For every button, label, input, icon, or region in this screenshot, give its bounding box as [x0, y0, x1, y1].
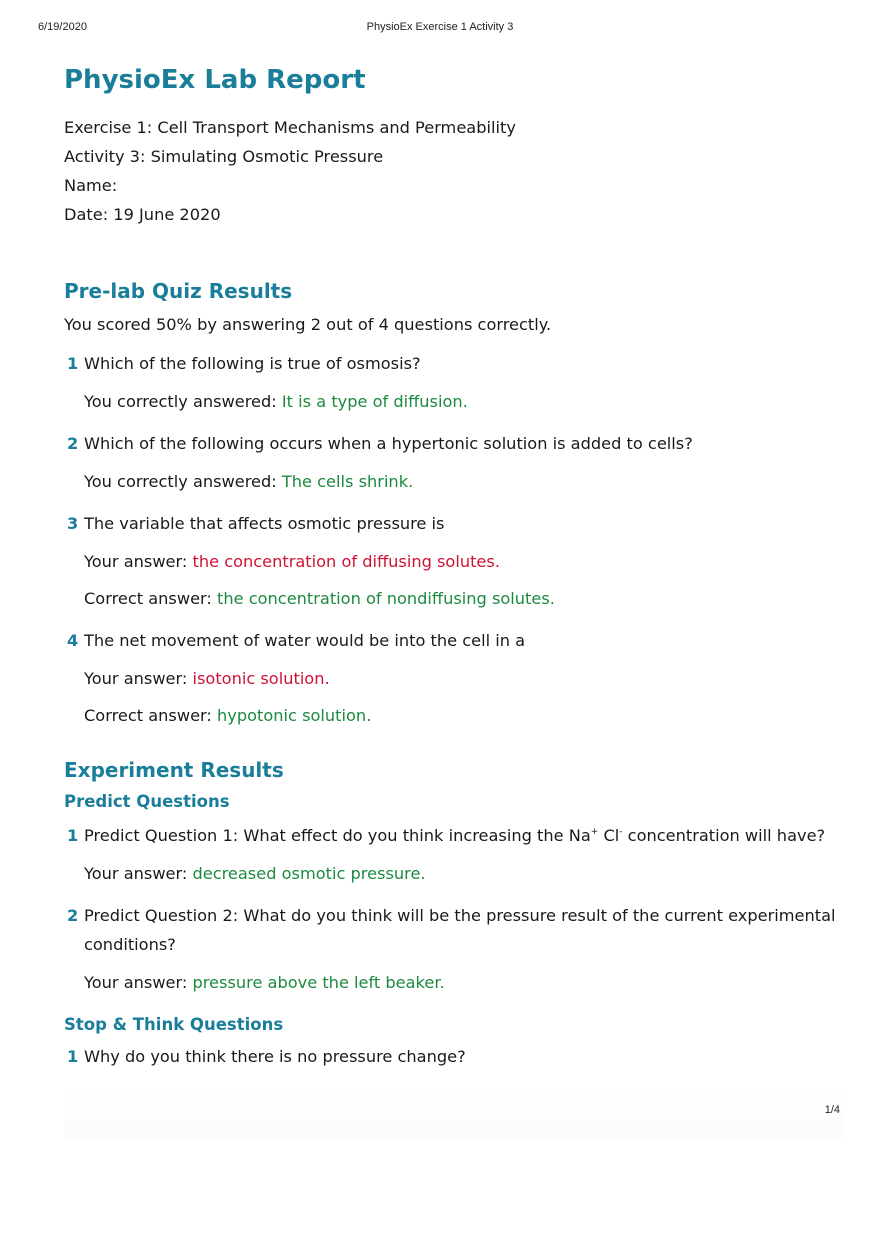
print-title: PhysioEx Exercise 1 Activity 3 [366, 21, 514, 33]
report-meta [64, 113, 844, 229]
correct-answer-text: the concentration of nondiffusing solutes. [217, 589, 555, 608]
answer-label: Your answer: [84, 973, 193, 992]
question-text: Which of the following occurs when a hypertonic solution is added to cells? [84, 434, 693, 453]
question-text: Why do you think there is no pressure change? [84, 1047, 466, 1066]
report-title: PhysioEx Lab Report [64, 65, 366, 95]
correct-answer-text: hypotonic solution. [217, 706, 372, 725]
correct-answer-text: It is a type of diffusion. [281, 392, 468, 411]
question-text: The variable that affects osmotic pressure is [84, 514, 445, 533]
page-bottom-shade [64, 1088, 844, 1138]
experiment-heading: Experiment Results [64, 758, 284, 782]
prelab-question [64, 349, 844, 416]
answer-label: Correct answer: [84, 706, 218, 725]
print-date: 6/19/2020 [38, 21, 87, 33]
superscript-minus: - [619, 827, 623, 837]
answer-line [84, 387, 844, 416]
prelab-question [64, 509, 844, 613]
answer-line [84, 859, 844, 888]
question-text: Which of the following is true of osmosis? [84, 354, 421, 373]
exercise-line: Exercise 1: Cell Transport Mechanisms and Permeability [64, 118, 516, 137]
question-text: Predict Question 1: What effect do you think increasing the Na+ Cl- concentration will have? [84, 826, 826, 845]
quiz-score: You scored 50% by answering 2 out of 4 questions correctly. [64, 315, 552, 334]
answer-label: Your answer: [84, 552, 193, 571]
wrong-answer-text: the concentration of diffusing solutes. [192, 552, 500, 571]
question-text: The net movement of water would be into the cell in a [84, 631, 526, 650]
question-number: 3 [67, 514, 79, 533]
predict-question-list [64, 821, 844, 997]
experiment-section [64, 755, 844, 1071]
correct-answer-line [84, 584, 844, 613]
predict-question [64, 901, 844, 997]
question-number: 2 [67, 434, 79, 453]
question-text: Predict Question 2: What do you think will be the pressure result of the current experimental conditions? [84, 906, 836, 954]
correct-answer-line [84, 701, 844, 730]
print-header [0, 0, 880, 40]
question-number: 4 [67, 631, 79, 650]
prelab-question [64, 626, 844, 730]
correct-answer-text: pressure above the left beaker. [192, 973, 445, 992]
superscript-plus: + [590, 827, 599, 837]
correct-answer-text: The cells shrink. [281, 472, 414, 491]
predict-question [64, 821, 844, 888]
correct-answer-text: decreased osmotic pressure. [192, 864, 426, 883]
prelab-heading: Pre-lab Quiz Results [64, 279, 293, 303]
stop-think-heading: Stop & Think Questions [64, 1015, 284, 1034]
answer-line [84, 467, 844, 496]
question-number: 1 [67, 826, 79, 845]
answer-label: Correct answer: [84, 589, 218, 608]
name-line: Name: [64, 176, 118, 195]
report-content [64, 60, 844, 1071]
prelab-section [64, 276, 844, 730]
prelab-question-list [64, 349, 844, 730]
answer-label: You correctly answered: [84, 392, 282, 411]
question-number: 1 [67, 1047, 79, 1066]
answer-label: You correctly answered: [84, 472, 282, 491]
question-number: 1 [67, 354, 79, 373]
date-line: Date: 19 June 2020 [64, 205, 221, 224]
your-answer-line [84, 547, 844, 576]
question-number: 2 [67, 906, 79, 925]
activity-line: Activity 3: Simulating Osmotic Pressure [64, 147, 384, 166]
answer-label: Your answer: [84, 669, 193, 688]
stop-think-question [64, 1042, 844, 1071]
predict-heading: Predict Questions [64, 792, 230, 811]
stop-think-question-list [64, 1042, 844, 1071]
wrong-answer-text: isotonic solution. [192, 669, 330, 688]
page-number: 1/4 [824, 1104, 840, 1116]
prelab-question [64, 429, 844, 496]
answer-label: Your answer: [84, 864, 193, 883]
your-answer-line [84, 664, 844, 693]
answer-line [84, 968, 844, 997]
